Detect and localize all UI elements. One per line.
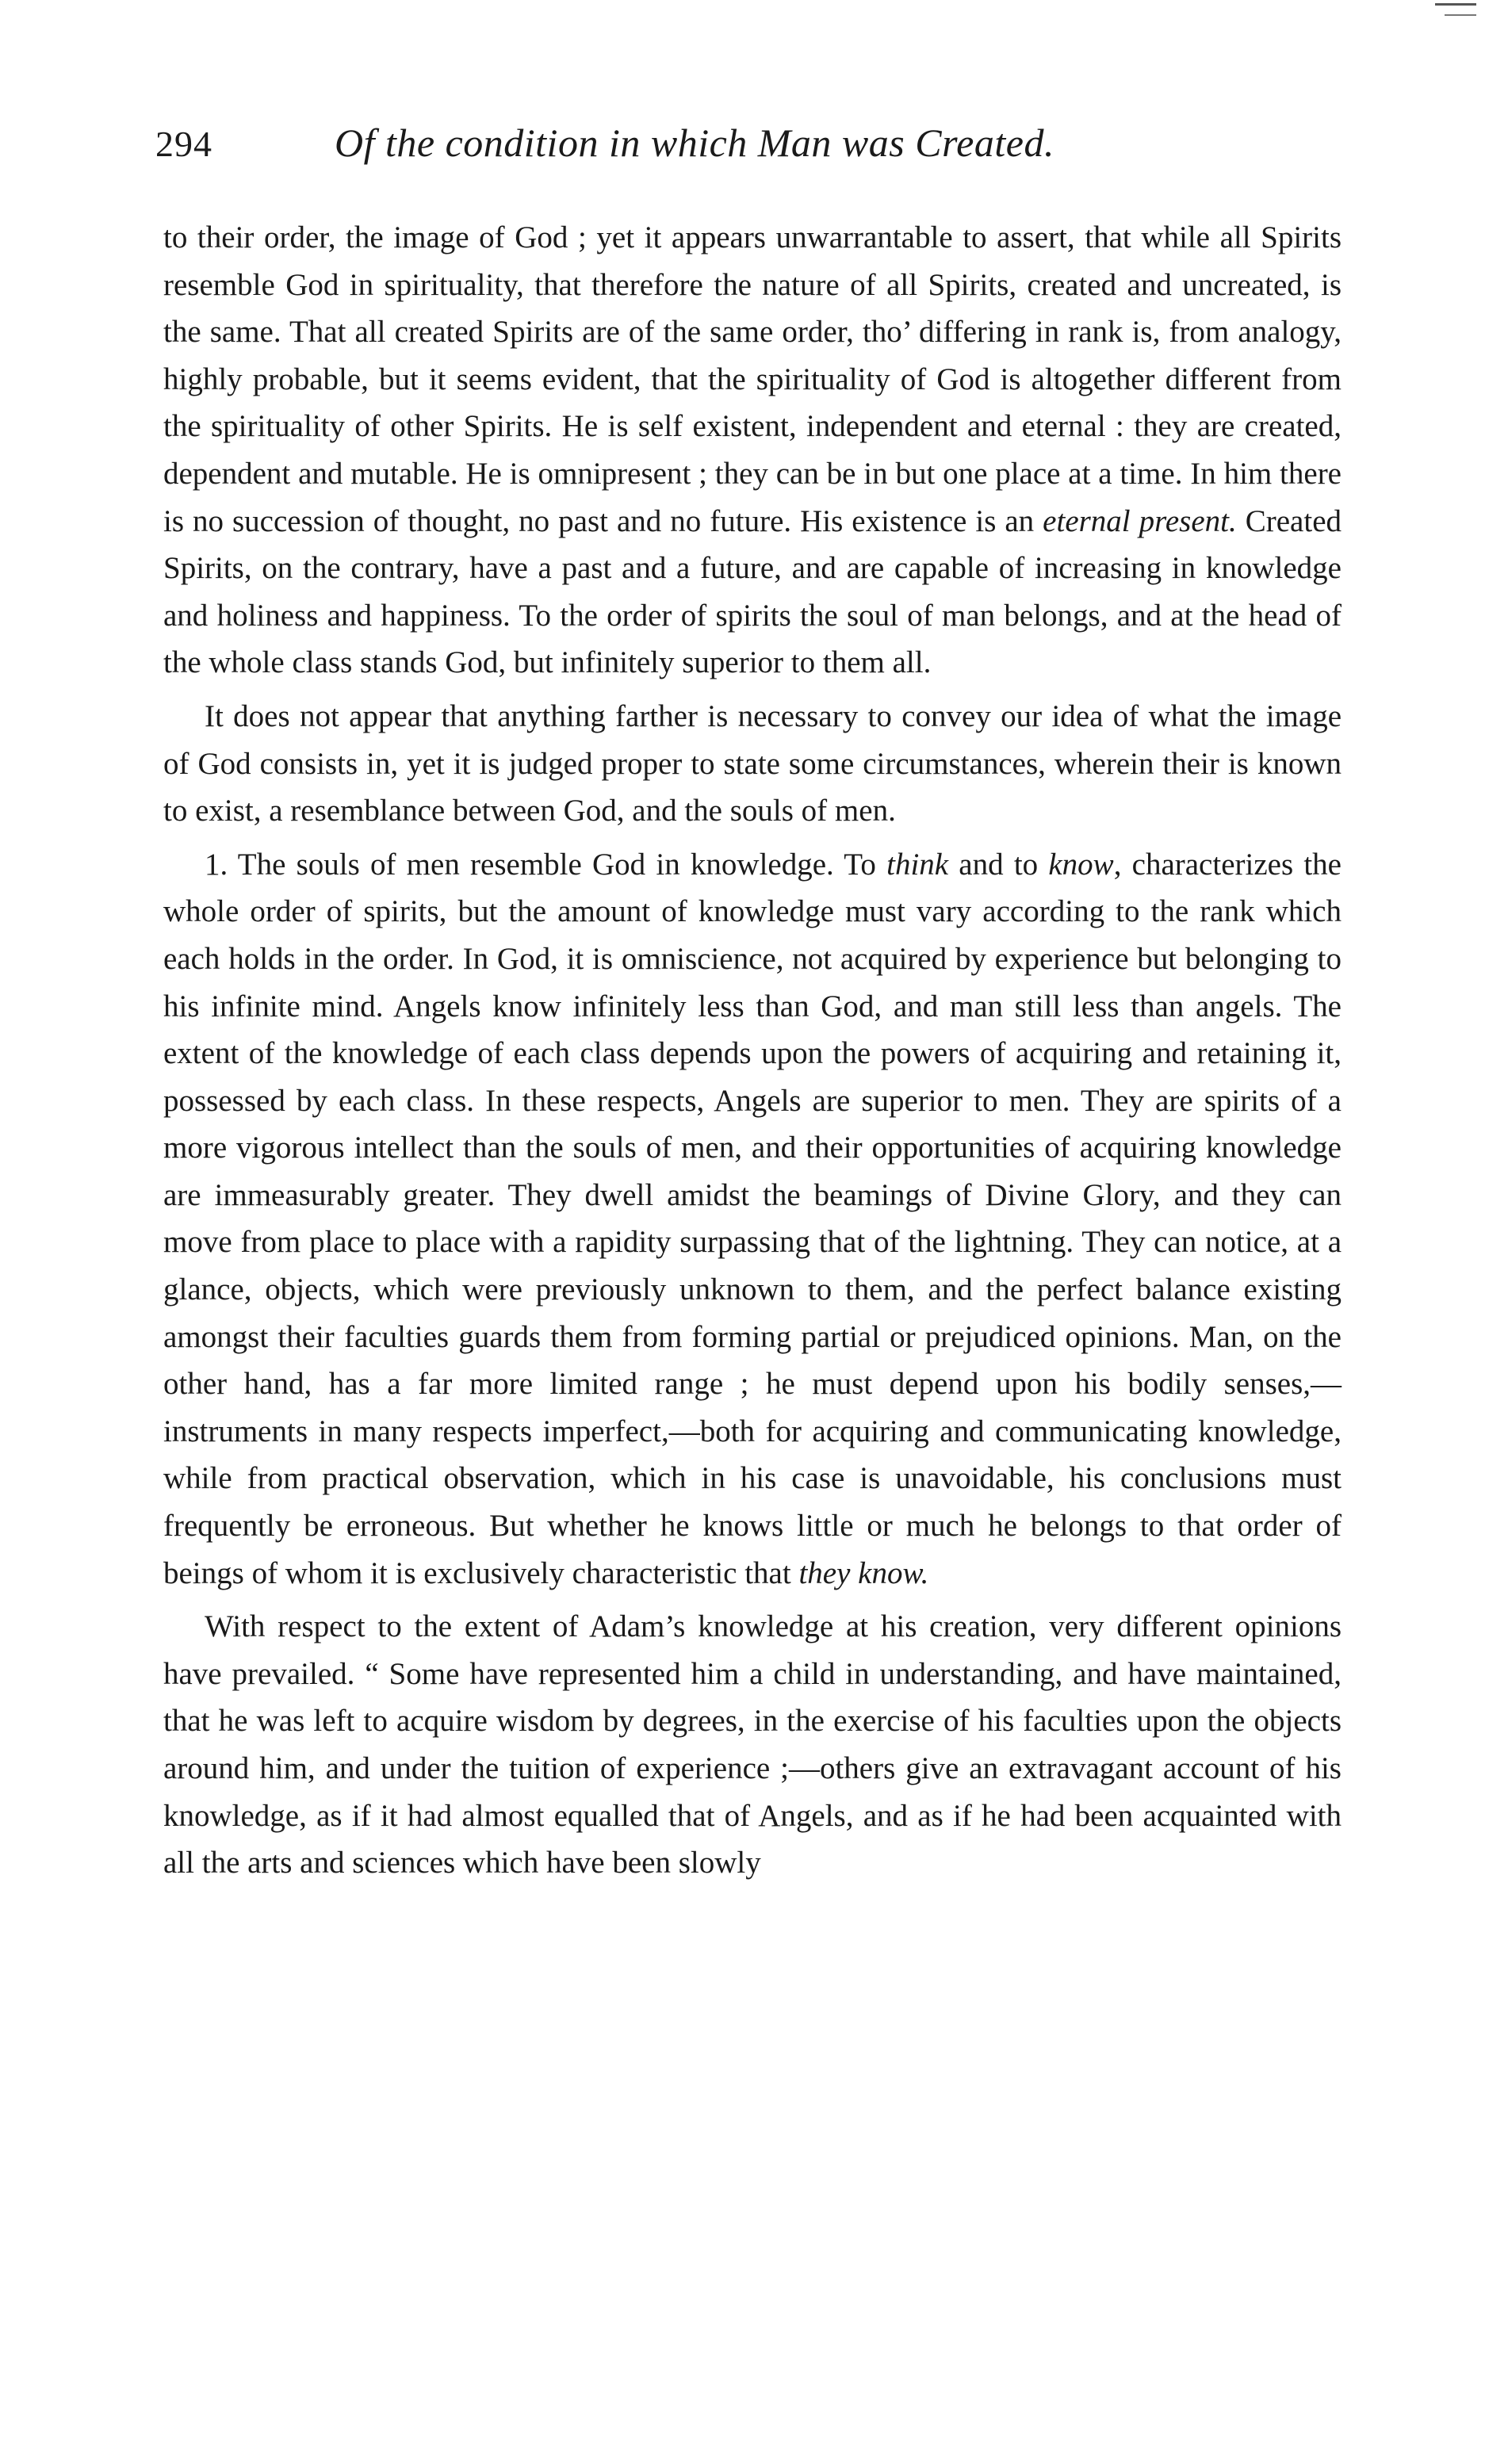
paragraph-p2: [163, 693, 1342, 835]
page-header: [155, 115, 1361, 178]
scan-edge-mark: [1435, 3, 1476, 6]
paragraph-p4: [163, 1603, 1342, 1887]
paragraph-text: , characterizes the whole order of spirits, but the amount of knowledge must vary according to the rank which each holds in the order. In God, it is omniscience, not acquired by experience but belonging to his infinite mind. Angels know infinitely less than God, and man still less than angels. The extent of the knowledge of each class depends upon the powers of acquiring and retaining it, possessed by each class. In these respects, Angels are superior to men. They are spirits of a more vigorous intellect than the souls of men, and their opportunities of acquiring knowledge are immeasurably greater. They dwell amidst the beamings of Divine Glory, and they can move from place to place with a rapidity surpassing that of the lightning. They can notice, at a glance, objects, which were previously unknown to them, and the perfect balance existing amongst their faculties guards them from forming partial or prejudiced opinions. Man, on the other hand, has a far more limited range ; he must depend upon his bodily senses,—instruments in many respects imperfect,—both for acquiring and communicating knowledge, while from practical observation, which in his case is unavoidable, his conclusions must frequently be erroneous. But whether he knows little or much he belongs to that order of beings of whom it is exclusively characteristic that: [163, 847, 1342, 1590]
paragraph-text: to their order, the image of God ; yet it appears unwarrantable to assert, that while all Spirits resemble God in spirituality, that therefore the nature of all Spirits, created and uncreated, is the same. That all created Spirits are of the same order, tho’ differing in rank is, from analogy, highly probable, but it seems evident, that the spirituality of God is altogether different from the spirituality of other Spirits. He is self existent, independent and eternal : they are created, dependent and mutable. He is omnipresent ; they can be in but one place at a time. In him there is no succession of thought, no past and no future. His existence is an: [163, 220, 1342, 538]
italic-text: they know.: [798, 1555, 929, 1590]
paragraph-text: 1. The souls of men resemble God in knowledge. To: [205, 847, 887, 882]
paragraph-text: It does not appear that anything farther is necessary to convey our idea of what the image of God consists in, yet it is judged proper to state some circumstances, wherein their is known to exist, a resemblance between God, and the souls of men.: [163, 698, 1342, 828]
running-title: Of the condition in which Man was Created.: [335, 121, 1054, 165]
paragraph-text: and to: [948, 847, 1049, 882]
body-text: [163, 214, 1342, 1887]
paragraph-p3: [163, 841, 1342, 1597]
paragraph-p1: [163, 214, 1342, 687]
italic-text: eternal present.: [1043, 503, 1237, 538]
paragraph-text: Created Spirits, on the contrary, have a past and a future, and are capable of increasing in knowledge and holiness and happiness. To the order of spirits the soul of man belongs, and at the head of the whole class stands God, but infinitely superior to them all.: [163, 503, 1342, 680]
paragraph-text: With respect to the extent of Adam’s knowledge at his creation, very different opinions have prevailed. “ Some have represented him a child in understanding, and have maintained, that he was left to acquire wisdom by degrees, in the exercise of his faculties upon the objects around him, and under the tuition of experience ;—others give an extravagant account of his knowledge, as if it had almost equalled that of Angels, and as if he had been acquainted with all the arts and sciences which have been slowly: [163, 1609, 1342, 1881]
italic-text: know: [1048, 847, 1114, 882]
italic-text: think: [886, 847, 949, 882]
scan-edge-mark-secondary: [1445, 14, 1476, 16]
page-number: 294: [155, 124, 212, 164]
